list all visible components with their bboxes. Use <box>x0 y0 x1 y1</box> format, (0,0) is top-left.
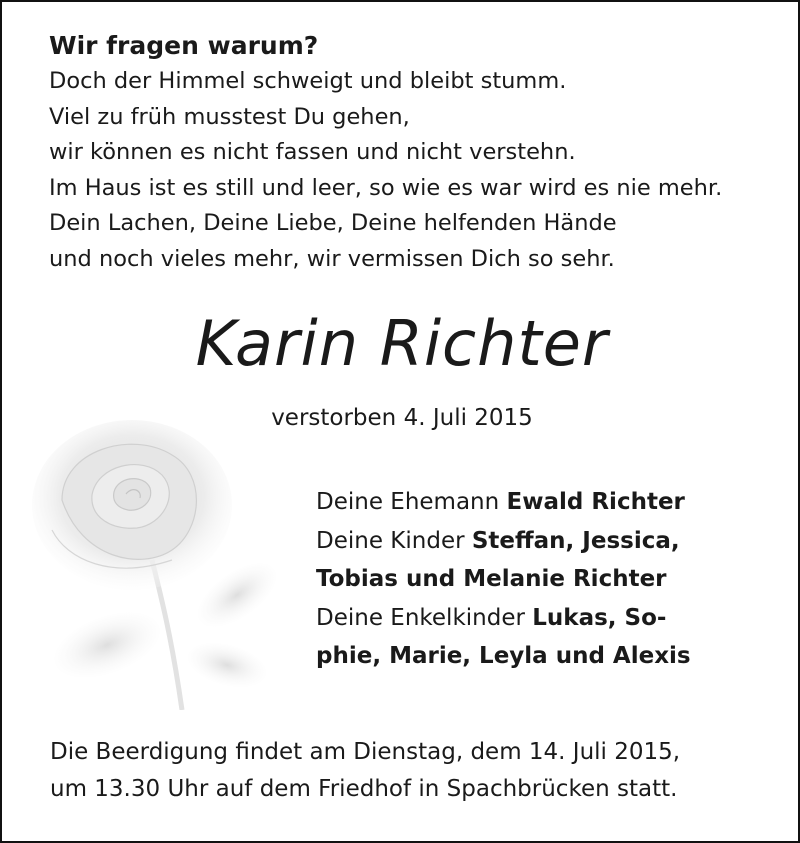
family-member-line <box>316 560 786 599</box>
poem-line: Doch der Himmel schweigt und bleibt stumm. <box>49 68 567 94</box>
member-names: Tobias und Melanie Richter <box>316 566 667 592</box>
funeral-info <box>50 734 790 808</box>
poem <box>49 28 789 277</box>
relation-label: Deine Enkelkinder <box>316 604 533 631</box>
poem-line: Dein Lachen, Deine Liebe, Deine helfenden Hände <box>49 210 617 236</box>
member-names: Steffan, Jessica, <box>471 527 680 554</box>
rose-icon <box>22 410 292 710</box>
poem-line: und noch vieles mehr, wir vermissen Dich so sehr. <box>49 245 615 272</box>
funeral-line: Die Beerdigung findet am Dienstag, dem 14. Juli 2015, <box>50 739 681 765</box>
funeral-line: um 13.30 Uhr auf dem Friedhof in Spachbrücken statt. <box>50 776 678 802</box>
relation-label: Deine Kinder <box>316 527 472 554</box>
death-date: verstorben 4. Juli 2015 <box>271 405 533 431</box>
family-list <box>316 483 786 676</box>
family-member-line <box>316 483 786 522</box>
family-member-line <box>316 637 786 676</box>
family-member-line <box>316 522 786 561</box>
member-names: Ewald Richter <box>506 489 685 515</box>
family-member-line <box>316 599 786 638</box>
deceased-name: Karin Richter <box>195 307 609 380</box>
poem-line: wir können es nicht fassen und nicht verstehn. <box>49 139 576 165</box>
poem-heading: Wir fragen warum? <box>49 31 319 60</box>
poem-line: Im Haus ist es still und leer, so wie es war wird es nie mehr. <box>49 174 723 201</box>
member-names: phie, Marie, Leyla und Alexis <box>316 643 691 669</box>
relation-label: Deine Ehemann <box>316 489 507 515</box>
member-names: Lukas, So- <box>532 604 667 631</box>
poem-line: Viel zu früh musstest Du gehen, <box>49 103 410 130</box>
